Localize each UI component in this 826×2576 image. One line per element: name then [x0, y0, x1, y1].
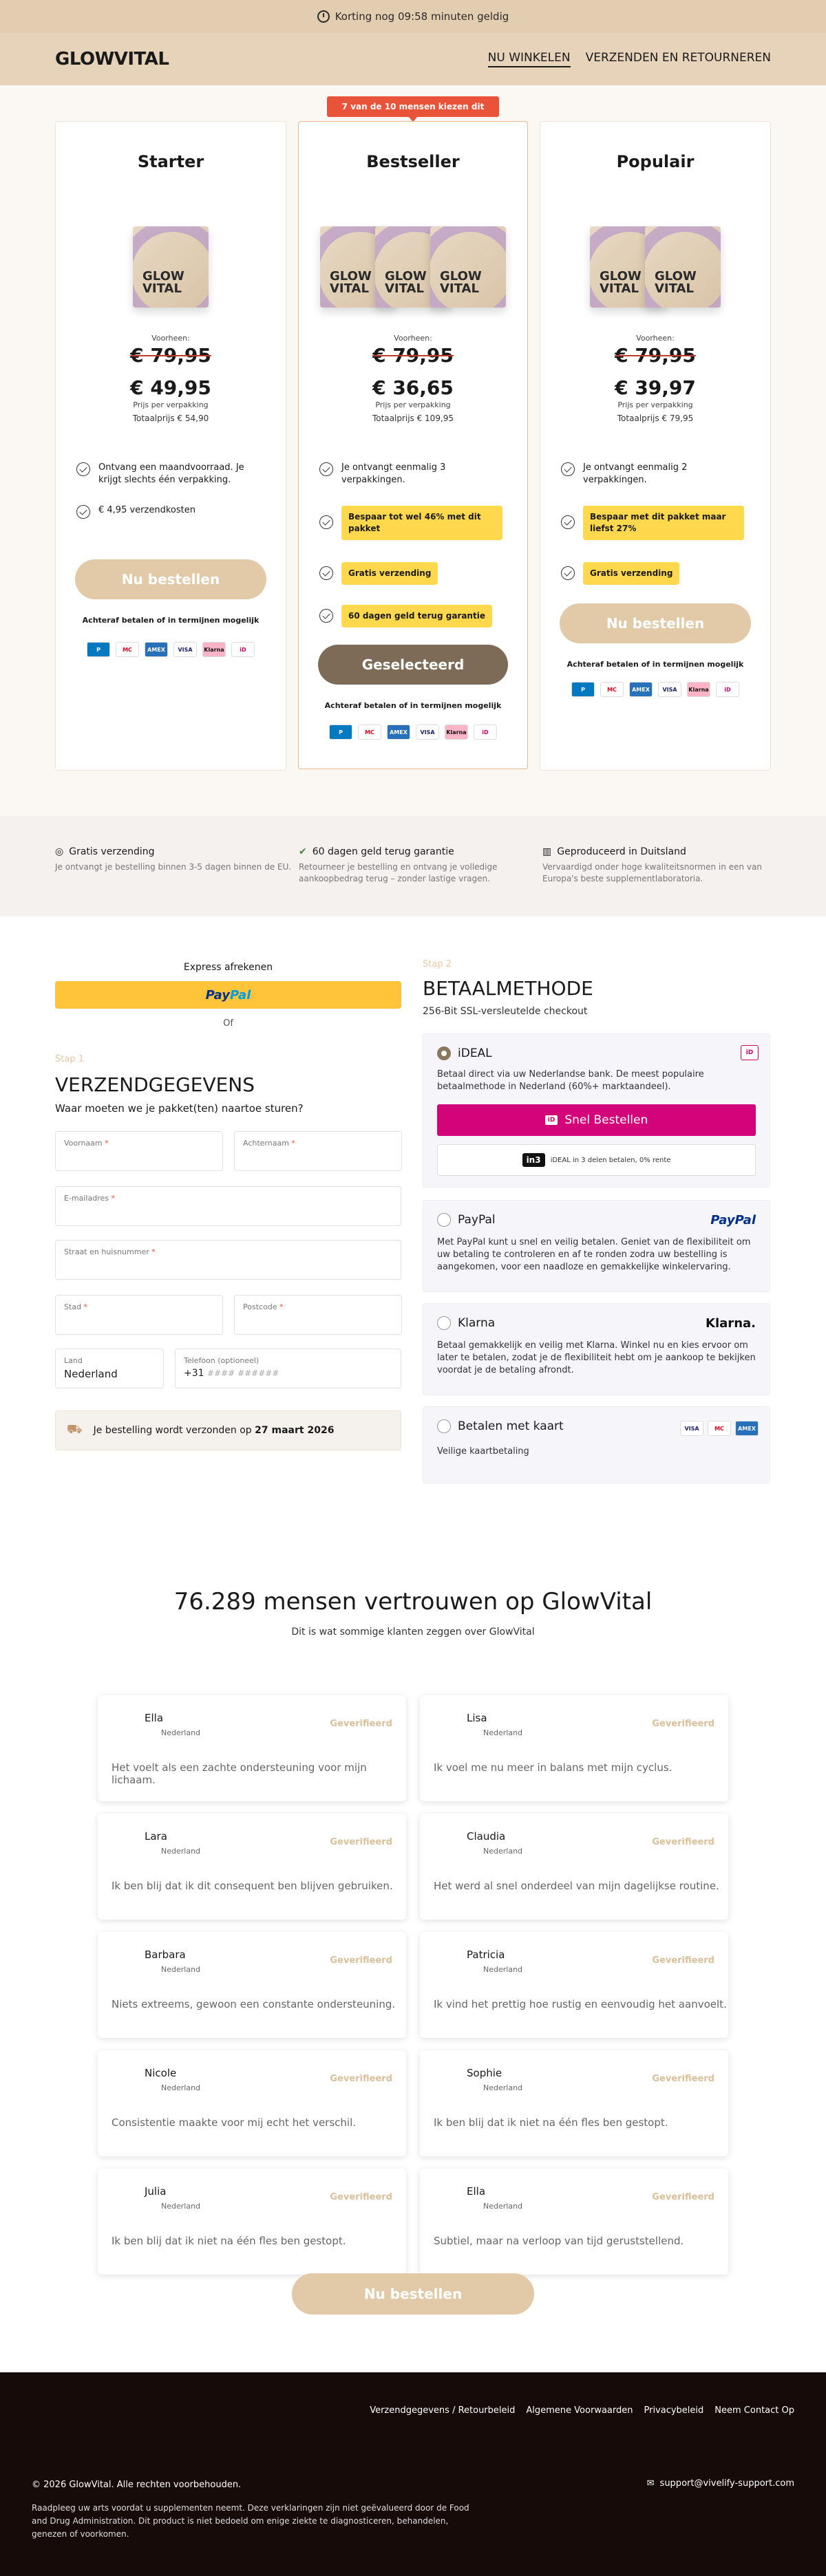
plan-populair[interactable] — [540, 121, 771, 771]
payment-icons — [56, 642, 286, 657]
feature: 60 dagen geld terug garantie — [319, 605, 507, 627]
or-divider: Of — [223, 1018, 233, 1029]
ssl-subtitle: 256-Bit SSL-versleutelde checkout — [423, 1006, 588, 1017]
reviewer-name: Patricia — [467, 1949, 505, 1961]
review-text: Niets extreems, gewoon een constante ondersteuning. — [112, 1998, 396, 2010]
ideal-icon: iD — [545, 1115, 558, 1125]
phone-field[interactable]: Telefoon (optioneel) +31 #### ###### — [175, 1349, 401, 1388]
footer-links — [370, 2405, 794, 2416]
footer-link-terms[interactable]: Algemene Voorwaarden — [526, 2405, 633, 2416]
total-price: Totaalprijs € 54,90 — [132, 414, 209, 423]
total-price: Totaalprijs € 79,95 — [617, 414, 694, 423]
check-icon — [561, 515, 575, 529]
reviews-section — [0, 1530, 826, 2370]
logo[interactable]: GLOWVITAL — [55, 49, 169, 69]
reviewer-country: Nederland — [161, 1847, 201, 1856]
visa-icon: VISA — [416, 724, 439, 740]
payment-paypal[interactable]: PayPal PayPal Met PayPal kunt u snel en veilig betalen. Geniet van de flexibiliteit om uw betaling te controleren en af te ronden zodra uw bestelling is aangekomen, voor een naadloze en gemakkelijke winkelervaring. — [423, 1200, 770, 1292]
review-card — [420, 1932, 728, 2038]
reviewer-name: Julia — [145, 2185, 167, 2198]
visa-icon: VISA — [173, 642, 197, 657]
mastercard-icon: MC — [708, 1421, 731, 1436]
check-icon — [76, 462, 90, 476]
popular-ribbon: 7 van de 10 mensen kiezen dit — [327, 96, 499, 117]
feature: Je ontvangt eenmalig 2 verpakkingen. — [561, 462, 750, 486]
reviews-subtitle: Dit is wat sommige klanten zeggen over GlowVital — [291, 1627, 535, 1638]
check-icon — [319, 462, 333, 476]
review-card — [98, 1932, 406, 2038]
reviewer-name: Sophie — [467, 2067, 502, 2079]
clock-icon — [317, 10, 330, 23]
in3-option[interactable]: in3 iDEAL in 3 delen betalen, 0% rente — [437, 1144, 756, 1176]
check-badge-icon: ✔ — [299, 846, 307, 857]
check-icon — [561, 462, 575, 476]
payment-title: BETAALMETHODE — [423, 977, 593, 1000]
footer-link-shipping[interactable]: Verzendgegevens / Retourbeleid — [370, 2405, 516, 2416]
klarna-icon: Klarna — [687, 682, 710, 697]
product-image: GLOW VITAL GLOW VITAL GLOW VITAL — [320, 204, 506, 308]
verified-badge: Geverifieerd — [330, 2192, 392, 2202]
price-per: Prijs per verpakking — [375, 400, 451, 409]
factory-icon: ▥ — [542, 846, 552, 857]
old-price: € 79,95 — [372, 344, 454, 367]
shipping-title: VERZENDGEGEVENS — [55, 1073, 255, 1096]
was-label: Voorheen: — [151, 334, 190, 343]
card-icons — [680, 1421, 759, 1436]
main-nav — [488, 51, 771, 67]
selected-button[interactable]: Geselecteerd — [318, 645, 508, 685]
payment-ideal[interactable]: iDEAL iD Betaal direct via uw Nederlandse bank. De meest populaire betaalmethode in Nederland (60%+ marktaandeel). iD Snel Bestellen in3 iDEAL in 3 delen betalen, 0% rente — [423, 1033, 770, 1188]
amex-icon: AMEX — [145, 642, 168, 657]
radio-paypal[interactable] — [437, 1213, 451, 1227]
plan-name: Starter — [137, 152, 204, 171]
reviewer-name: Barbara — [145, 1949, 186, 1961]
step-label: Stap 1 — [55, 1054, 84, 1064]
verified-badge: Geverifieerd — [330, 1837, 392, 1847]
check-icon — [561, 566, 575, 580]
copyright: © 2026 GlowVital. Alle rechten voorbehouden. — [32, 2480, 242, 2490]
price: € 39,97 — [615, 376, 696, 399]
plans-section — [0, 85, 826, 816]
was-label: Voorheen: — [636, 334, 675, 343]
feature: Gratis verzending — [319, 562, 507, 585]
mastercard-icon: MC — [600, 682, 624, 697]
street-field[interactable]: Straat en huisnummer * — [55, 1240, 401, 1280]
amex-icon: AMEX — [735, 1421, 759, 1436]
verified-badge: Geverifieerd — [652, 1719, 714, 1729]
mastercard-icon: MC — [358, 724, 381, 740]
feature: € 4,95 verzendkosten — [76, 504, 265, 519]
radio-card[interactable] — [437, 1419, 451, 1433]
plan-name: Bestseller — [366, 152, 460, 171]
product-image — [133, 204, 209, 308]
ideal-icon: iD — [474, 724, 497, 740]
firstname-field[interactable]: Voornaam * — [55, 1131, 223, 1171]
benefits-strip — [0, 816, 826, 916]
payment-klarna[interactable]: Klarna Klarna. Betaal gemakkelijk en veilig met Klarna. Winkel nu en kies ervoor om later te betalen, zodat je de flexibiliteit hebt om je aankoop te bekijken voordat je de betaling afrondt. — [423, 1303, 770, 1395]
old-price: € 79,95 — [615, 344, 696, 367]
reviewer-name: Lara — [145, 1830, 167, 1843]
nav-shop[interactable]: NU WINKELEN — [488, 51, 571, 67]
checkout-section — [0, 916, 826, 1530]
product-image: GLOW VITAL GLOW VITAL — [590, 204, 721, 308]
verified-badge: Geverifieerd — [652, 2192, 714, 2202]
reviewer-country: Nederland — [161, 1728, 201, 1737]
payment-icons — [540, 682, 770, 697]
footer-link-contact[interactable]: Neem Contact Op — [714, 2405, 794, 2416]
check-icon — [76, 505, 90, 519]
reviewer-country: Nederland — [483, 1965, 523, 1974]
radio-klarna[interactable] — [437, 1316, 451, 1330]
order-button[interactable]: Nu bestellen — [292, 2273, 534, 2315]
review-card — [98, 1695, 406, 1801]
review-text: Het voelt als een zachte ondersteuning voor mijn lichaam. — [112, 1761, 367, 1786]
ideal-icon: iD — [716, 682, 739, 697]
discount-bar — [0, 0, 826, 33]
pay-later-note: Achteraf betalen of in termijnen mogelijk — [82, 616, 260, 625]
total-price: Totaalprijs € 109,95 — [372, 414, 454, 423]
truck-icon: ⛟ — [67, 1422, 83, 1437]
review-card — [420, 2050, 728, 2156]
review-text: Ik ben blij dat ik niet na één fles ben gestopt. — [434, 2116, 668, 2129]
review-text: Consistentie maakte voor mij echt het verschil. — [112, 2116, 357, 2129]
reviewer-country: Nederland — [483, 2202, 523, 2211]
paypal-icon: P — [329, 724, 352, 740]
paypal-icon: P — [571, 682, 595, 697]
zip-field[interactable]: Postcode * — [234, 1295, 402, 1335]
paypal-icon: P — [87, 642, 110, 657]
plan-name: Populair — [616, 152, 695, 171]
price-per: Prijs per verpakking — [133, 400, 209, 409]
review-card — [420, 2169, 728, 2275]
klarna-icon: Klarna — [202, 642, 226, 657]
reviewer-country: Nederland — [161, 1965, 201, 1974]
plan-starter[interactable] — [55, 121, 286, 771]
reviewer-country: Nederland — [483, 2083, 523, 2092]
review-card — [420, 1695, 728, 1801]
price: € 36,65 — [372, 376, 454, 399]
pay-later-note: Achteraf betalen of in termijnen mogelijk — [324, 701, 502, 710]
ideal-icon: iD — [231, 642, 255, 657]
verified-badge: Geverifieerd — [652, 1955, 714, 1966]
feature: Bespaar met dit pakket maar liefst 27% — [561, 506, 750, 540]
reviewer-name: Nicole — [145, 2067, 177, 2079]
shipping-date-notice: ⛟ Je bestelling wordt verzonden op 27 maart 2026 — [55, 1410, 401, 1450]
klarna-logo-icon: Klarna. — [706, 1316, 756, 1331]
order-button[interactable]: Nu bestellen — [75, 559, 266, 599]
benefit-shipping: ◎ Gratis verzending Je ontvangt je bestelling binnen 3-5 dagen binnen de EU. — [55, 846, 292, 872]
amex-icon: AMEX — [629, 682, 653, 697]
benefit-germany: ▥ Geproduceerd in Duitsland Vervaardigd onder hoge kwaliteitsnormen in een van Europa's beste supplementlaboratoria. — [542, 846, 762, 883]
feature: Je ontvangt eenmalig 3 verpakkingen. — [319, 462, 507, 486]
footer-link-privacy[interactable]: Privacybeleid — [644, 2405, 704, 2416]
old-price: € 79,95 — [130, 344, 211, 367]
price: € 49,95 — [130, 376, 211, 399]
reviewer-name: Ella — [145, 1712, 164, 1724]
pay-later-note: Achteraf betalen of in termijnen mogelijk — [566, 660, 744, 669]
plan-bestseller[interactable] — [298, 121, 528, 769]
reviewer-country: Nederland — [161, 2083, 201, 2092]
reviewer-country: Nederland — [483, 1847, 523, 1856]
verified-badge: Geverifieerd — [652, 1837, 714, 1847]
review-text: Subtiel, maar na verloop van tijd geruststellend. — [434, 2235, 684, 2247]
check-icon — [319, 566, 333, 580]
klarna-icon: Klarna — [445, 724, 468, 740]
express-label: Express afrekenen — [183, 962, 273, 973]
feature: Bespaar tot wel 46% met dit pakket — [319, 506, 507, 540]
paypal-express-button[interactable]: Pay Pal — [55, 981, 401, 1009]
site-header — [0, 33, 826, 85]
email-field[interactable]: E-mailadres * — [55, 1186, 401, 1226]
disclaimer: Raadpleeg uw arts voordat u supplementen neemt. Deze verklaringen zijn niet geëvalueerd door de Food and Drug Administration. Dit product is niet bedoeld om enige ziekte te diagnosticeren, behandelen, genezen of voorkomen. — [32, 2503, 469, 2540]
snel-bestellen-button[interactable]: iD Snel Bestellen — [437, 1104, 756, 1136]
review-text: Het werd al snel onderdeel van mijn dagelijkse routine. — [434, 1880, 719, 1892]
verified-badge: Geverifieerd — [330, 1955, 392, 1966]
review-card — [420, 1814, 728, 1920]
amex-icon: AMEX — [387, 724, 410, 740]
reviewer-name: Claudia — [467, 1830, 506, 1843]
check-icon — [319, 609, 333, 623]
review-card — [98, 2169, 406, 2275]
radio-ideal[interactable] — [437, 1046, 451, 1060]
nav-shipping[interactable]: VERZENDEN EN RETOURNEREN — [585, 51, 771, 65]
reviewer-name: Lisa — [467, 1712, 487, 1724]
city-field[interactable]: Stad * — [55, 1295, 223, 1335]
review-text: Ik ben blij dat ik dit consequent ben blijven gebruiken. — [112, 1880, 393, 1892]
mail-icon: ✉ — [646, 2478, 655, 2489]
ideal-logo-icon: iD — [741, 1045, 759, 1060]
feature: Ontvang een maandvoorraad. Je krijgt slechts één verpakking. — [76, 462, 265, 486]
visa-icon: VISA — [680, 1421, 703, 1436]
benefit-guarantee: ✔ 60 dagen geld terug garantie Retourneer je bestelling en ontvang je volledige aankoopbedrag terug – zonder lastige vragen. — [299, 846, 498, 883]
verified-badge: Geverifieerd — [330, 2074, 392, 2084]
country-select[interactable]: Land Nederland — [55, 1349, 164, 1388]
review-text: Ik vind het prettig hoe rustig en eenvoudig het aanvoelt. — [434, 1998, 727, 2010]
verified-badge: Geverifieerd — [330, 1719, 392, 1729]
verified-badge: Geverifieerd — [652, 2074, 714, 2084]
reviewer-country: Nederland — [483, 1728, 523, 1737]
reviews-title: 76.289 mensen vertrouwen op GlowVital — [173, 1588, 653, 1616]
lastname-field[interactable]: Achternaam * — [234, 1131, 402, 1171]
order-button[interactable]: Nu bestellen — [560, 603, 751, 643]
paypal-logo-icon: PayPal — [710, 1213, 756, 1227]
review-text: Ik ben blij dat ik niet na één fles ben gestopt. — [112, 2235, 346, 2247]
discount-text: Korting nog 09:58 minuten geldig — [335, 10, 509, 23]
check-icon — [319, 515, 333, 529]
review-card — [98, 1814, 406, 1920]
reviewer-country: Nederland — [161, 2202, 201, 2211]
footer — [0, 2372, 826, 2576]
support-email[interactable]: ✉ support@vivelify-support.com — [646, 2478, 794, 2489]
step-label: Stap 2 — [423, 959, 452, 969]
globe-icon: ◎ — [55, 846, 64, 857]
payment-icons — [299, 724, 527, 740]
price-per: Prijs per verpakking — [617, 400, 693, 409]
box-label: GLOW VITAL — [142, 269, 184, 296]
shipping-subtitle: Waar moeten we je pakket(ten) naartoe sturen? — [55, 1102, 304, 1115]
payment-card[interactable]: Betalen met kaart VISA MC AMEX Veilige kaartbetaling — [423, 1406, 770, 1483]
review-card — [98, 2050, 406, 2156]
visa-icon: VISA — [658, 682, 681, 697]
review-text: Ik voel me nu meer in balans met mijn cyclus. — [434, 1761, 673, 1774]
feature: Gratis verzending — [561, 562, 750, 585]
reviewer-name: Ella — [467, 2185, 486, 2198]
mastercard-icon: MC — [116, 642, 139, 657]
in3-logo: in3 — [522, 1153, 545, 1167]
was-label: Voorheen: — [394, 334, 432, 343]
